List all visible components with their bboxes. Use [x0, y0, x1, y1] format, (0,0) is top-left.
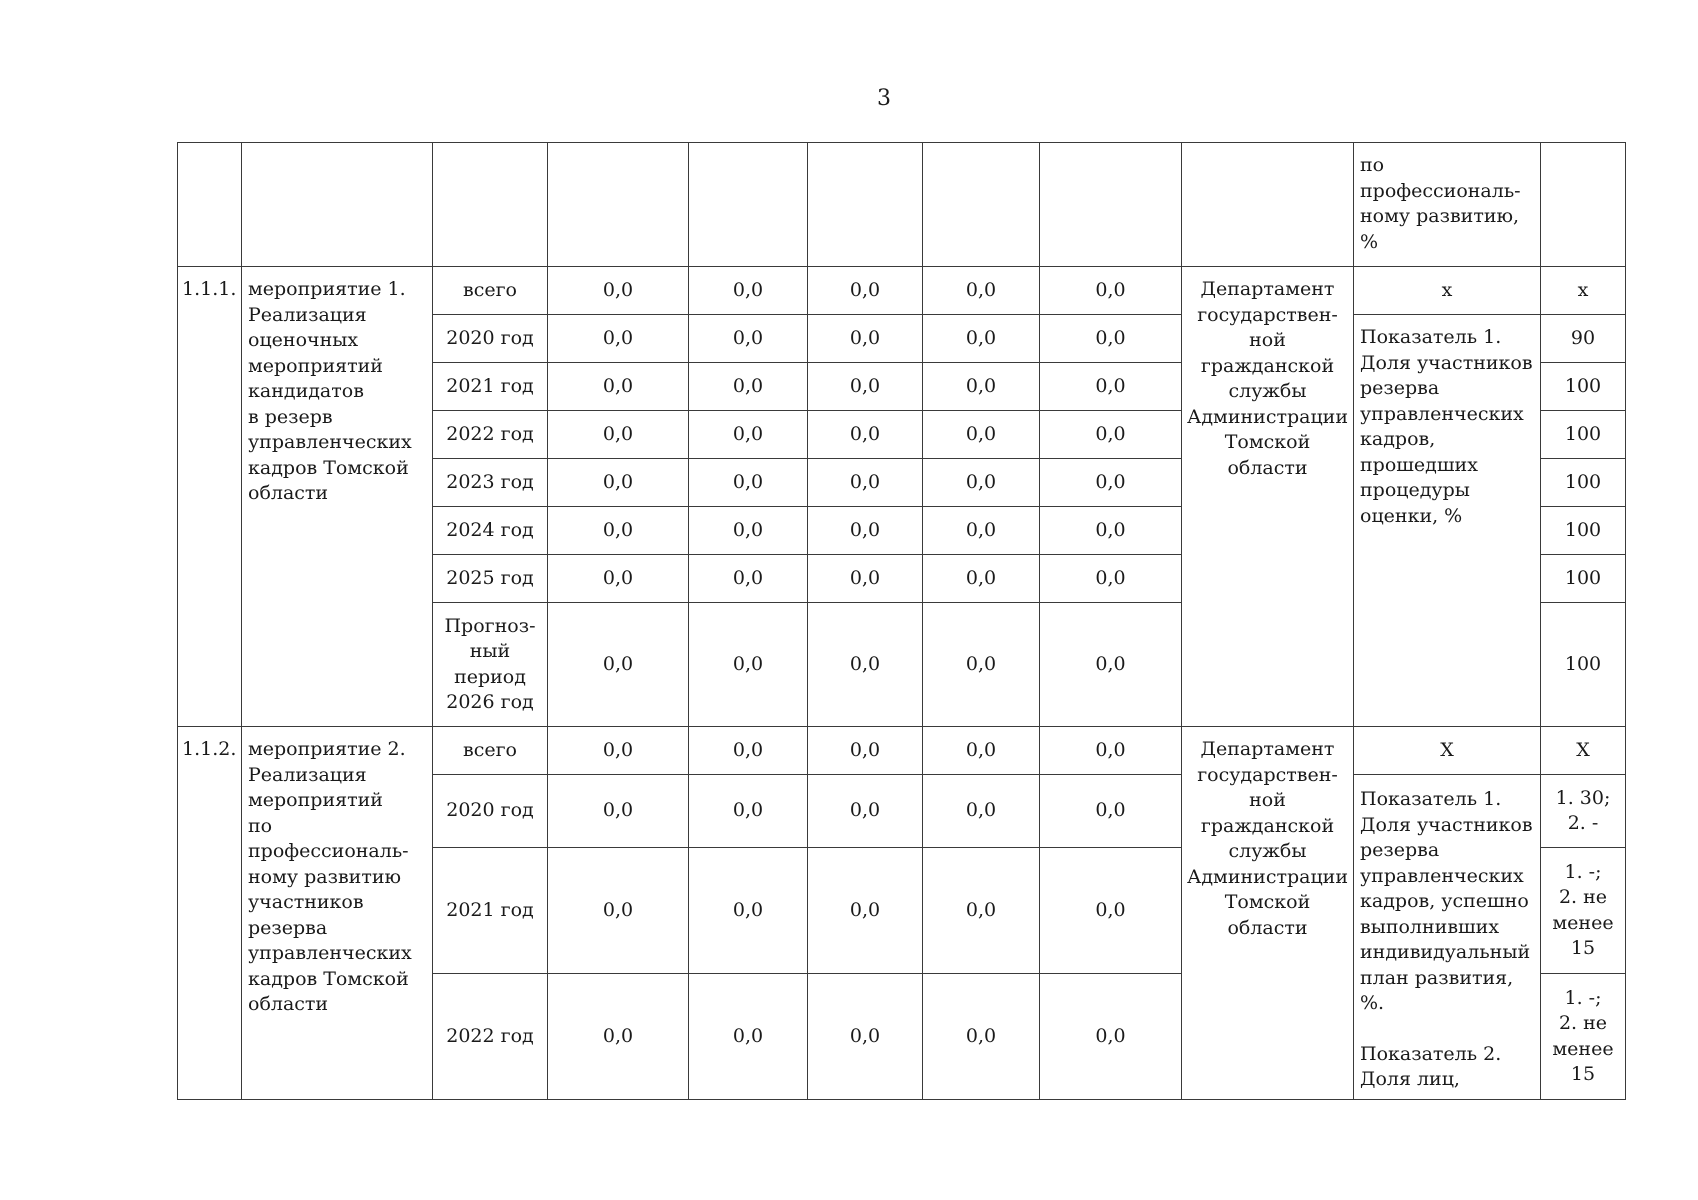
- responsible-department: Департамент государствен- ной гражданской службы Администрации Томской области: [1182, 727, 1354, 1100]
- value-cell: 0,0: [689, 775, 808, 848]
- value-cell: 0,0: [923, 555, 1040, 603]
- value-cell: 0,0: [923, 507, 1040, 555]
- target-cell: 1. 30; 2. -: [1541, 775, 1626, 848]
- value-cell: 0,0: [808, 974, 923, 1100]
- value-cell: 0,0: [923, 848, 1040, 974]
- value-cell: 0,0: [923, 363, 1040, 411]
- activity-title: мероприятие 1. Реализация оценочных мероприятий кандидатов в резерв управленческих кадров Томской области: [242, 267, 433, 727]
- value-cell: 0,0: [548, 775, 689, 848]
- empty-cell: [923, 143, 1040, 267]
- period-cell: 2024 год: [433, 507, 548, 555]
- activity-number: 1.1.1.: [178, 267, 242, 727]
- value-cell: 0,0: [1040, 459, 1182, 507]
- value-cell: 0,0: [689, 603, 808, 727]
- period-cell: 2023 год: [433, 459, 548, 507]
- value-cell: 0,0: [689, 267, 808, 315]
- value-cell: 0,0: [808, 459, 923, 507]
- continuation-row: [178, 143, 1626, 267]
- target-cell: 90: [1541, 315, 1626, 363]
- value-cell: 0,0: [1040, 315, 1182, 363]
- indicator-description: Показатель 1. Доля участников резерва управленческих кадров, прошедших процедуры оценки, %: [1354, 315, 1541, 727]
- indicator-continuation: по профессиональ- ному развитию, %: [1354, 143, 1541, 267]
- empty-cell: [689, 143, 808, 267]
- empty-cell: [548, 143, 689, 267]
- value-cell: 0,0: [1040, 727, 1182, 775]
- value-cell: 0,0: [923, 974, 1040, 1100]
- value-cell: 0,0: [808, 363, 923, 411]
- value-cell: 0,0: [808, 848, 923, 974]
- empty-cell: [1040, 143, 1182, 267]
- table-row: [178, 267, 1626, 315]
- value-cell: 0,0: [1040, 363, 1182, 411]
- value-cell: 0,0: [1040, 267, 1182, 315]
- period-cell: 2020 год: [433, 315, 548, 363]
- target-cell: 1. -; 2. не менее 15: [1541, 974, 1626, 1100]
- value-cell: 0,0: [1040, 555, 1182, 603]
- value-cell: 0,0: [1040, 603, 1182, 727]
- value-cell: 0,0: [923, 775, 1040, 848]
- value-cell: 0,0: [808, 555, 923, 603]
- value-cell: 0,0: [689, 507, 808, 555]
- value-cell: 0,0: [689, 848, 808, 974]
- period-cell: 2020 год: [433, 775, 548, 848]
- period-cell: Прогноз- ный период 2026 год: [433, 603, 548, 727]
- value-cell: 0,0: [1040, 507, 1182, 555]
- indicator-2-title: Показатель 2.: [1360, 1042, 1502, 1065]
- value-cell: 0,0: [923, 727, 1040, 775]
- indicator-total-cell: Х: [1354, 727, 1541, 775]
- period-cell: 2021 год: [433, 848, 548, 974]
- value-cell: 0,0: [923, 267, 1040, 315]
- value-cell: 0,0: [689, 555, 808, 603]
- value-cell: 0,0: [548, 603, 689, 727]
- target-cell: 1. -; 2. не менее 15: [1541, 848, 1626, 974]
- value-cell: 0,0: [689, 315, 808, 363]
- value-cell: 0,0: [548, 459, 689, 507]
- value-cell: 0,0: [548, 848, 689, 974]
- value-cell: 0,0: [548, 555, 689, 603]
- target-cell: Х: [1541, 727, 1626, 775]
- table-row: [178, 727, 1626, 775]
- value-cell: 0,0: [808, 411, 923, 459]
- value-cell: 0,0: [1040, 848, 1182, 974]
- period-cell: 2021 год: [433, 363, 548, 411]
- target-cell: 100: [1541, 363, 1626, 411]
- activity-title: мероприятие 2. Реализация мероприятий по профессиональ- ному развитию участников резерва управленческих кадров Томской области: [242, 727, 433, 1100]
- value-cell: 0,0: [1040, 775, 1182, 848]
- page-number: 3: [877, 86, 891, 111]
- value-cell: 0,0: [923, 411, 1040, 459]
- period-cell: всего: [433, 267, 548, 315]
- value-cell: 0,0: [548, 315, 689, 363]
- indicator-total-cell: х: [1354, 267, 1541, 315]
- empty-cell: [433, 143, 548, 267]
- value-cell: 0,0: [1040, 411, 1182, 459]
- value-cell: 0,0: [808, 603, 923, 727]
- value-cell: 0,0: [689, 459, 808, 507]
- value-cell: 0,0: [808, 727, 923, 775]
- period-cell: 2025 год: [433, 555, 548, 603]
- responsible-department: Департамент государствен- ной гражданской службы Администрации Томской области: [1182, 267, 1354, 727]
- value-cell: 0,0: [689, 363, 808, 411]
- target-cell: 100: [1541, 459, 1626, 507]
- value-cell: 0,0: [808, 507, 923, 555]
- target-cell: 100: [1541, 603, 1626, 727]
- empty-cell: [1182, 143, 1354, 267]
- target-cell: 100: [1541, 411, 1626, 459]
- value-cell: 0,0: [1040, 974, 1182, 1100]
- period-cell: 2022 год: [433, 411, 548, 459]
- target-cell: 100: [1541, 507, 1626, 555]
- value-cell: 0,0: [548, 267, 689, 315]
- empty-cell: [178, 143, 242, 267]
- program-activities-table: [177, 142, 1626, 1100]
- value-cell: 0,0: [923, 603, 1040, 727]
- empty-cell: [242, 143, 433, 267]
- value-cell: 0,0: [689, 727, 808, 775]
- empty-cell: [808, 143, 923, 267]
- value-cell: 0,0: [548, 507, 689, 555]
- value-cell: 0,0: [689, 974, 808, 1100]
- value-cell: 0,0: [808, 267, 923, 315]
- value-cell: 0,0: [548, 727, 689, 775]
- value-cell: 0,0: [923, 459, 1040, 507]
- target-cell: х: [1541, 267, 1626, 315]
- value-cell: 0,0: [548, 974, 689, 1100]
- target-cell: 100: [1541, 555, 1626, 603]
- period-cell: 2022 год: [433, 974, 548, 1100]
- value-cell: 0,0: [548, 411, 689, 459]
- value-cell: 0,0: [548, 363, 689, 411]
- activity-number: 1.1.2.: [178, 727, 242, 1100]
- indicator-description: Показатель 1. Доля участников резерва управленческих кадров, успешно выполнивших индивидуальный план развития, %. Показатель 2. Доля лиц,: [1354, 775, 1541, 1100]
- value-cell: 0,0: [808, 775, 923, 848]
- value-cell: 0,0: [689, 411, 808, 459]
- value-cell: 0,0: [808, 315, 923, 363]
- value-cell: 0,0: [923, 315, 1040, 363]
- period-cell: всего: [433, 727, 548, 775]
- empty-cell: [1541, 143, 1626, 267]
